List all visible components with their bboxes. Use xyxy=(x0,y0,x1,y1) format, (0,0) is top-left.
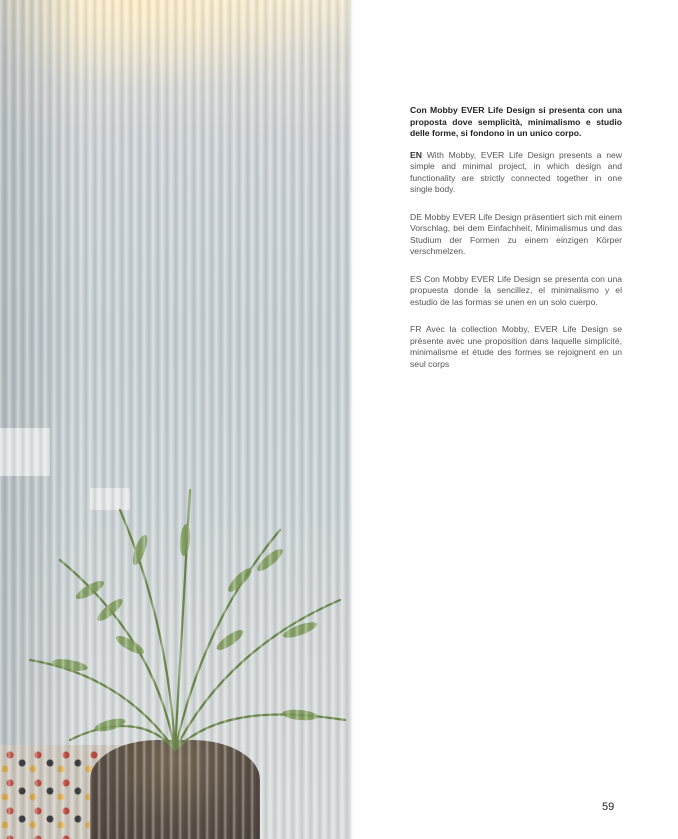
paragraph-en xyxy=(410,150,622,196)
paragraph-de: DE Mobby EVER Life Design präsentiert sich mit einem Vorschlag, bei dem Einfachheit, Minimalismus und das Studium der Formen zu einem einzigen Körper verschmelzen. xyxy=(410,211,622,256)
paragraph-es: ES Con Mobby EVER Life Design se presenta con una propuesta donde la sencillez, el minimalismo y el estudio de las formas se unen en un solo cuerpo. xyxy=(410,273,622,307)
page-number: 59 xyxy=(602,801,615,813)
paragraph-en-text: With Mobby, EVER Life Design presents a new simple and minimal project, in which design and functionality are strictly connected together in one single body. xyxy=(410,149,622,194)
description-column xyxy=(410,105,622,386)
paragraph-fr: FR Avec la collection Mobby, EVER Life Design se présente avec une proposition dans laquelle simplicité, minimalisme et étude des formes se rejoignent en un seul corps xyxy=(410,324,622,369)
intro-paragraph-it: Con Mobby EVER Life Design si presenta con una proposta dove semplicità, minimalismo e studio delle forme, si fondono in un unico corpo. xyxy=(410,105,622,138)
language-code-en: EN xyxy=(410,149,422,160)
photo-edge xyxy=(349,0,353,839)
